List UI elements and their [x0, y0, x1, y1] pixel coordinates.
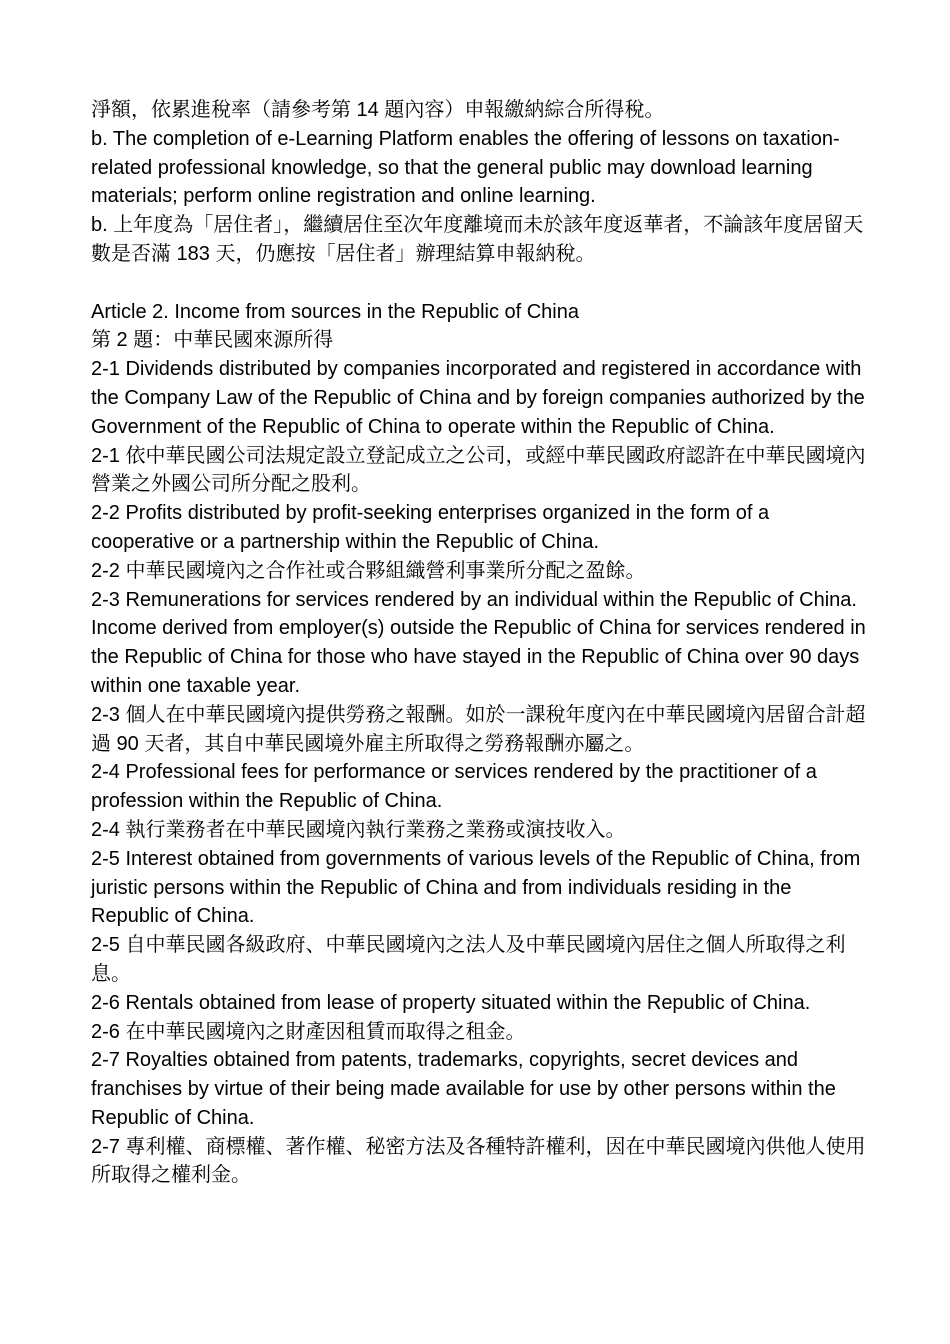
item-2-3-english: 2-3 Remunerations for services rendered by an individual within the Republic of China. Income derived from employer(s) outside the Republic of China for services rendered in the Republic of China for those who have stayed in the Republic of China over 90 days within one taxable year.	[91, 588, 866, 697]
item-2-5-english: 2-5 Interest obtained from governments of various levels of the Republic of China, from juristic persons within the Republic of China and from individuals residing in the Republic of China.	[91, 847, 861, 928]
article-heading: Article 2. Income from sources in the Republic of China	[91, 300, 579, 323]
item-2-5-chinese: 2-5 自中華民國各級政府、中華民國境內之法人及中華民國境內居住之個人所取得之利息。	[91, 934, 846, 985]
item-2-2-english: 2-2 Profits distributed by profit-seeking enterprises organized in the form of a cooperative or a partnership within the Republic of China.	[91, 502, 770, 553]
item-2-4-english: 2-4 Professional fees for performance or services rendered by the practitioner of a profession within the Republic of China.	[91, 761, 817, 813]
paragraph-chinese-tax-filing: 淨額，依累進稅率（請參考第 14 題內容）申報繳納綜合所得稅。	[91, 99, 665, 121]
item-2-7-english: 2-7 Royalties obtained from patents, trademarks, copyrights, secret devices and franchises by virtue of their being made available for use by other persons within the Republic of China.	[91, 1049, 836, 1129]
item-2-6-chinese: 2-6 在中華民國境內之財產因租賃而取得之租金。	[91, 1020, 526, 1043]
article-heading-chinese: 第 2 題：中華民國來源所得	[91, 329, 334, 352]
item-2-2-chinese: 2-2 中華民國境內之合作社或合夥組織營利事業所分配之盈餘。	[91, 559, 646, 582]
item-2-1-english: 2-1 Dividends distributed by companies incorporated and registered in accordance with the Company Law of the Republic of China and by foreign companies authorized by the Government of the Republic of China to operate within the Republic of China.	[91, 358, 865, 438]
item-2-6-english: 2-6 Rentals obtained from lease of property situated within the Republic of China.	[91, 991, 811, 1014]
item-2-1-chinese: 2-1 依中華民國公司法規定設立登記成立之公司，或經中華民國政府認許在中華民國境內營業之外國公司所分配之股利。	[91, 444, 866, 496]
item-2-3-chinese: 2-3 個人在中華民國境內提供勞務之報酬。如於一課稅年度內在中華民國境內居留合計超過 90 天者，其自中華民國境外雇主所取得之勞務報酬亦屬之。	[91, 703, 866, 755]
item-2-7-chinese: 2-7 專利權、商標權、著作權、秘密方法及各種特許權利，因在中華民國境內供他人使用所取得之權利金。	[91, 1135, 866, 1187]
paragraph-spacer	[91, 269, 871, 298]
item-2-4-chinese: 2-4 執行業務者在中華民國境內執行業務之業務或演技收入。	[91, 818, 626, 841]
paragraph-chinese-resident-rule: b. 上年度為「居住者」，繼續居住至次年度離境而未於該年度返華者，不論該年度居留天數是否滿 183 天，仍應按「居住者」辦理結算申報納稅。	[91, 214, 864, 265]
document-page	[91, 96, 871, 1190]
paragraph-elearning-platform: b. The completion of e-Learning Platform enables the offering of lessons on taxation-related professional knowledge, so that the general public may download learning materials; perform online registration and online learning.	[91, 127, 840, 208]
